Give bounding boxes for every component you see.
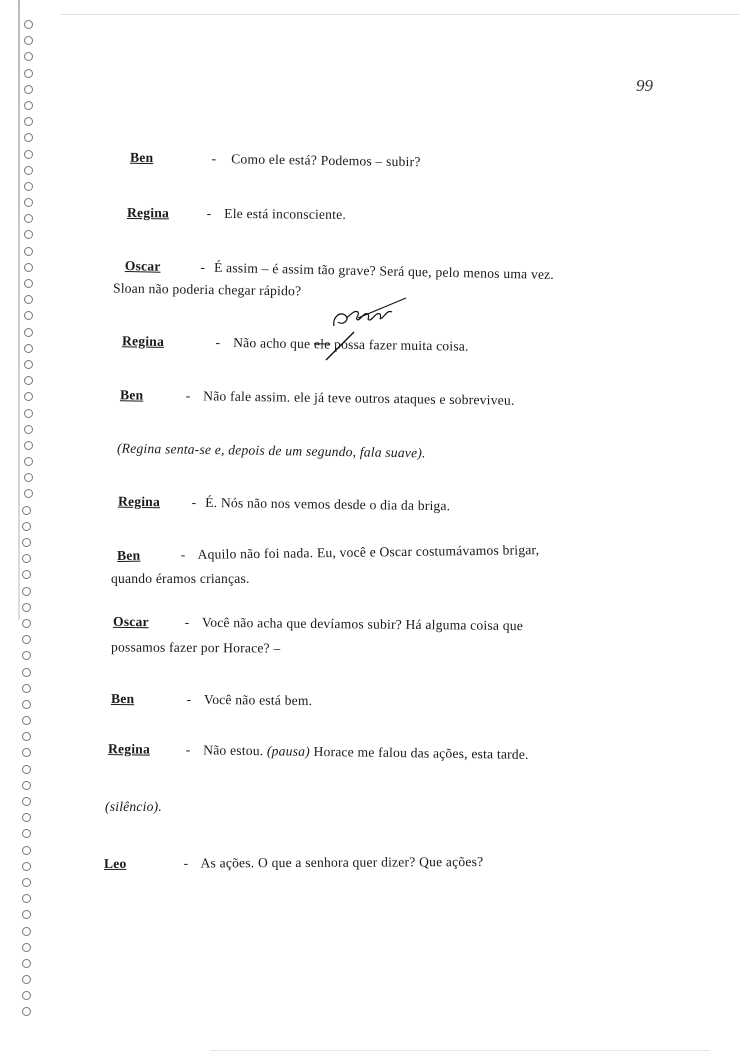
binder-hole-icon [22,813,31,822]
binder-hole-icon [24,133,33,142]
dialogue-line-5 [120,387,515,409]
dialogue-text: Como ele está? Podemos – subir? [231,151,421,170]
speaker-name: Regina [117,493,161,510]
binder-hole-icon [22,846,31,855]
speaker-name: Ben [110,690,135,707]
dialogue-line-10 [108,741,529,763]
binder-hole-icon [22,506,31,515]
dialogue-line-7 [117,542,539,564]
binder-hole-icon [22,570,31,579]
speaker-name: Oscar [124,258,161,274]
paper-edge [18,0,20,620]
binder-hole-icon [22,668,31,677]
dialogue-continuation-8 [111,639,281,656]
dash: - [186,691,192,707]
dialogue-text-continued: possamos fazer por Horace? – [110,639,281,656]
binder-hole-icon [22,635,31,644]
binder-hole-icon [22,781,31,790]
dialogue-text: possa fazer muita coisa. [333,336,469,354]
speaker-name: Regina [121,333,165,349]
binder-hole-icon [22,975,31,984]
binder-hole-icon [22,619,31,628]
binder-hole-icon [22,522,31,531]
binder-hole-icon [22,927,31,936]
dialogue-line-11 [104,854,483,872]
dialogue-text: Ele está inconsciente. [224,205,347,222]
dash: - [180,547,186,563]
binder-hole-icon [22,748,31,757]
binder-hole-icon [22,894,31,903]
dash: - [191,494,197,510]
binder-hole-icon [22,651,31,660]
binder-hole-icon [24,295,33,304]
binder-hole-icon [24,69,33,78]
binder-hole-icon [24,117,33,126]
dialogue-line-2 [127,205,346,223]
binder-hole-icon [22,684,31,693]
binder-hole-icon [22,538,31,547]
binder-hole-icon [24,279,33,288]
handwritten-note: Sloan [332,324,335,325]
binder-hole-icon [24,473,33,482]
dialogue-continuation-7 [111,571,250,587]
dash: - [183,855,189,871]
dialogue-text-continued: Sloan não poderia chegar rápido? [112,280,302,299]
binder-hole-icon [24,198,33,207]
dialogue-text: É. Nós não nos vemos desde o dia da briga. [205,494,451,514]
speaker-name: Leo [103,855,127,871]
binder-hole-icon [22,991,31,1000]
binder-hole-icon [22,943,31,952]
dialogue-text: Horace me falou das ações, esta tarde. [313,743,529,762]
binder-hole-icon [24,409,33,418]
binder-hole-icon [24,20,33,29]
binder-hole-icon [22,959,31,968]
dialogue-text: Não estou. [203,742,264,759]
binder-hole-icon [22,603,31,612]
binder-hole-icon [22,1007,31,1016]
binder-hole-icon [22,829,31,838]
binder-hole-icon [22,910,31,919]
dialogue-line-9 [111,691,312,709]
dialogue-text-continued: quando éramos crianças. [111,571,250,586]
struck-word: ele [313,336,331,352]
binder-hole-icon [24,150,33,159]
stage-direction-text: (Regina senta-se e, depois de um segundo, fala suave). [116,440,426,461]
dialogue-line-4 [122,333,469,354]
binder-hole-icon [22,797,31,806]
binder-hole-icon [24,263,33,272]
dialogue-line-6 [118,494,451,515]
dash: - [200,259,206,275]
stage-direction-inline: (pausa) [266,743,311,759]
dialogue-text: É assim – é assim tão grave? Será que, pelo menos uma vez. [213,259,555,282]
binder-hole-icon [24,441,33,450]
dialogue-text: Aquilo não foi nada. Eu, você e Oscar costumávamos brigar, [197,542,540,562]
dialogue-text: Você não está bem. [203,691,313,709]
dash: - [206,205,212,221]
speaker-name: Ben [119,387,144,403]
handwritten-correction [318,296,408,362]
binder-hole-icon [24,85,33,94]
binder-hole-icon [24,489,33,498]
speaker-name: Regina [107,741,151,757]
binder-hole-icon [22,554,31,563]
binder-hole-icon [24,425,33,434]
binder-hole-icon [24,182,33,191]
binder-hole-icon [24,328,33,337]
dash: - [215,334,221,350]
speaker-name: Oscar [112,613,149,630]
binder-hole-icon [24,36,33,45]
binder-hole-icon [24,457,33,466]
binder-hole-icon [24,376,33,385]
dash: - [185,388,191,404]
binder-hole-icon [24,101,33,110]
dialogue-line-8 [113,614,523,634]
dash: - [184,614,190,630]
binder-hole-icon [22,732,31,741]
speaker-name: Ben [129,149,154,166]
dialogue-text: Você não acha que devíamos subir? Há alguma coisa que [201,614,524,634]
stage-direction-2 [105,799,162,815]
binder-hole-icon [24,166,33,175]
binder-hole-icon [24,392,33,401]
binder-hole-icon [24,311,33,320]
binder-hole-icon [22,878,31,887]
scan-edge-top [60,14,740,15]
binder-hole-icon [22,587,31,596]
speaker-name: Regina [126,205,170,221]
page-number: 99 [636,76,653,95]
binder-hole-icon [22,716,31,725]
binder-hole-icon [22,765,31,774]
binder-hole-icon [24,214,33,223]
dash: - [185,742,191,758]
binder-hole-icon [24,247,33,256]
dialogue-line-1 [130,150,421,171]
binder-hole-icon [22,700,31,709]
binder-hole-icon [24,230,33,239]
dialogue-text: Não acho que [233,335,311,352]
binder-hole-icon [24,360,33,369]
binder-hole-icon [24,52,33,61]
binder-holes [22,20,46,1024]
stage-direction-text: (silêncio). [105,799,162,814]
speaker-name: Ben [117,547,141,563]
scan-edge-bottom [210,1050,710,1051]
dash: - [211,151,217,167]
binder-hole-icon [24,344,33,353]
dialogue-text: As ações. O que a senhora quer dizer? Que ações? [200,854,484,871]
binder-hole-icon [22,862,31,871]
stage-direction-1 [117,441,426,462]
dialogue-text: Não fale assim. ele já teve outros ataques e sobreviveu. [203,388,515,408]
dialogue-line-3 [125,258,554,283]
dialogue-continuation-3 [113,281,302,300]
